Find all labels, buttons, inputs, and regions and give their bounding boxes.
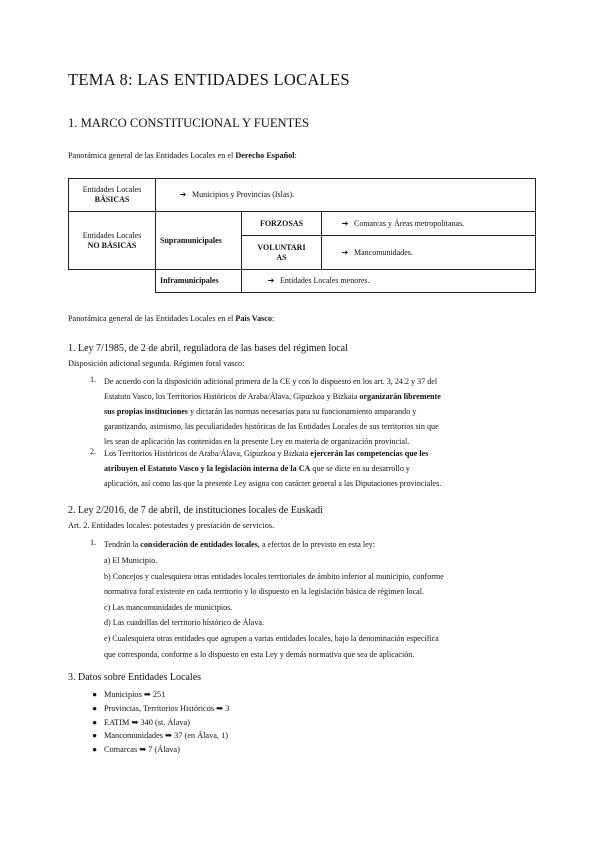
voluntarias-value: ➔ Mancomunidades. — [322, 236, 536, 270]
list-item: ● Comarcas ➡ 7 (Álava) — [92, 745, 180, 754]
table-row — [69, 212, 536, 236]
ley-7-item-1: De acuerdo con la disposición adicional primera de la CE y con lo dispuesto en los art. 3, 24.2 y 37 del Estatuto Vasco, los Territorios Históricos de Araba/Álava, Gipuzkoa y Bizkaia organizarán libremente sus propias instituciones y dictarán las normas necesarias para su funcionamiento amparando y garantizando, asimismo, las peculiaridades históricas de las Entidades Locales de sus territorios sin que les sean de aplicación las contenidas en la presente Ley en materia de organización provincial. — [104, 377, 441, 446]
basicas-value: ➔ Municipios y Provincias (Islas). — [156, 179, 536, 212]
page-title: TEMA 8: LAS ENTIDADES LOCALES — [68, 70, 350, 89]
list-item: ● Mancomunidades ➡ 37 (en Álava, 1) — [92, 731, 228, 740]
ley-7-item-2: Los Territorios Históricos de Araba/Álava, Gipuzkoa y Bizkaia ejercerán las competencias que les atribuyen el Estatuto Vasco y la legislación interna de la CA que se dicte en su desarrollo y aplicación, así como las que la presente Ley asigna con carácter general a las Diputaciones provinciales. — [104, 449, 442, 488]
bullet-icon: ● — [92, 690, 98, 699]
ley-2-subitems: a) El Municipio. b) Concejos y cualesquiera otras entidades locales territoriales de ámbito inferior al municipio, conforme normativa foral existente en cada territorio y lo dispuesto en la legislación básica de régimen local. c) Las mancomunidades de municipios. d) Las cuadrillas del territorio histórico de Álava. e) Cualesquiera otras entidades que agrupen a varias entidades locales, bajo la denominación específica que corresponda, conforme a lo dispuesto en esta Ley y demás normativa que sea de aplicación. — [104, 556, 444, 659]
arrow-icon: ➔ — [267, 276, 275, 286]
table-row — [69, 179, 536, 212]
list-number: 1. — [90, 538, 97, 547]
arrow-icon: ➔ — [341, 247, 349, 257]
bullet-icon: ● — [92, 731, 98, 740]
voluntarias-label: VOLUNTARI AS — [242, 236, 322, 270]
ley-7-1985-subheading: Disposición adicional segunda. Régimen foral vasco: — [68, 359, 245, 368]
ley-2-2016-subheading: Art. 2. Entidades locales: potestades y prestación de servicios. — [68, 521, 275, 530]
no-basicas-label: Entidades Locales NO BÁSICAS — [69, 212, 156, 270]
inframunicipales-label: Inframunicipales — [156, 270, 242, 293]
bullet-icon: ● — [92, 718, 98, 727]
list-item: ● EATIM ➡ 340 (st. Álava) — [92, 718, 190, 727]
ley-7-1985-heading: 1. Ley 7/1985, de 2 de abril, reguladora de las bases del régimen local — [68, 343, 348, 354]
table-row — [69, 270, 536, 293]
forzosas-value: ➔ Comarcas y Áreas metropolitanas. — [322, 212, 536, 236]
bullet-icon: ● — [92, 745, 98, 754]
list-item: ● Provincias, Territorios Históricos ➡ 3 — [92, 704, 230, 713]
arrow-icon: ➔ — [179, 190, 187, 200]
arrow-icon: ➔ — [341, 218, 349, 228]
ley-2-item-1: Tendrán la consideración de entidades locales, a efectos de lo previsto en esta ley: — [104, 540, 375, 549]
basicas-label: Entidades Locales BÁSICAS — [69, 179, 156, 212]
entidades-table — [68, 178, 536, 293]
supramunicipales-label: Supramunicipales — [156, 212, 242, 270]
empty-cell — [69, 270, 156, 293]
forzosas-label: FORZOSAS — [242, 212, 322, 236]
datos-heading: 3. Datos sobre Entidades Locales — [68, 672, 202, 683]
ley-2-2016-heading: 2. Ley 2/2016, de 7 de abril, de instituciones locales de Euskadi — [68, 505, 323, 516]
list-number: 2. — [90, 447, 97, 456]
bullet-icon: ● — [92, 704, 98, 713]
section-heading-marco: 1. MARCO CONSTITUCIONAL Y FUENTES — [68, 116, 310, 130]
inframunicipales-value: ➔ Entidades Locales menores. — [242, 270, 536, 293]
list-item: ● Municipios ➡ 251 — [92, 690, 166, 699]
intro-pais-vasco: Panorámica general de las Entidades Locales en el País Vasco: — [68, 314, 275, 323]
list-number: 1. — [90, 375, 97, 384]
intro-derecho-espanol: Panorámica general de las Entidades Locales en el Derecho Español: — [68, 151, 297, 160]
